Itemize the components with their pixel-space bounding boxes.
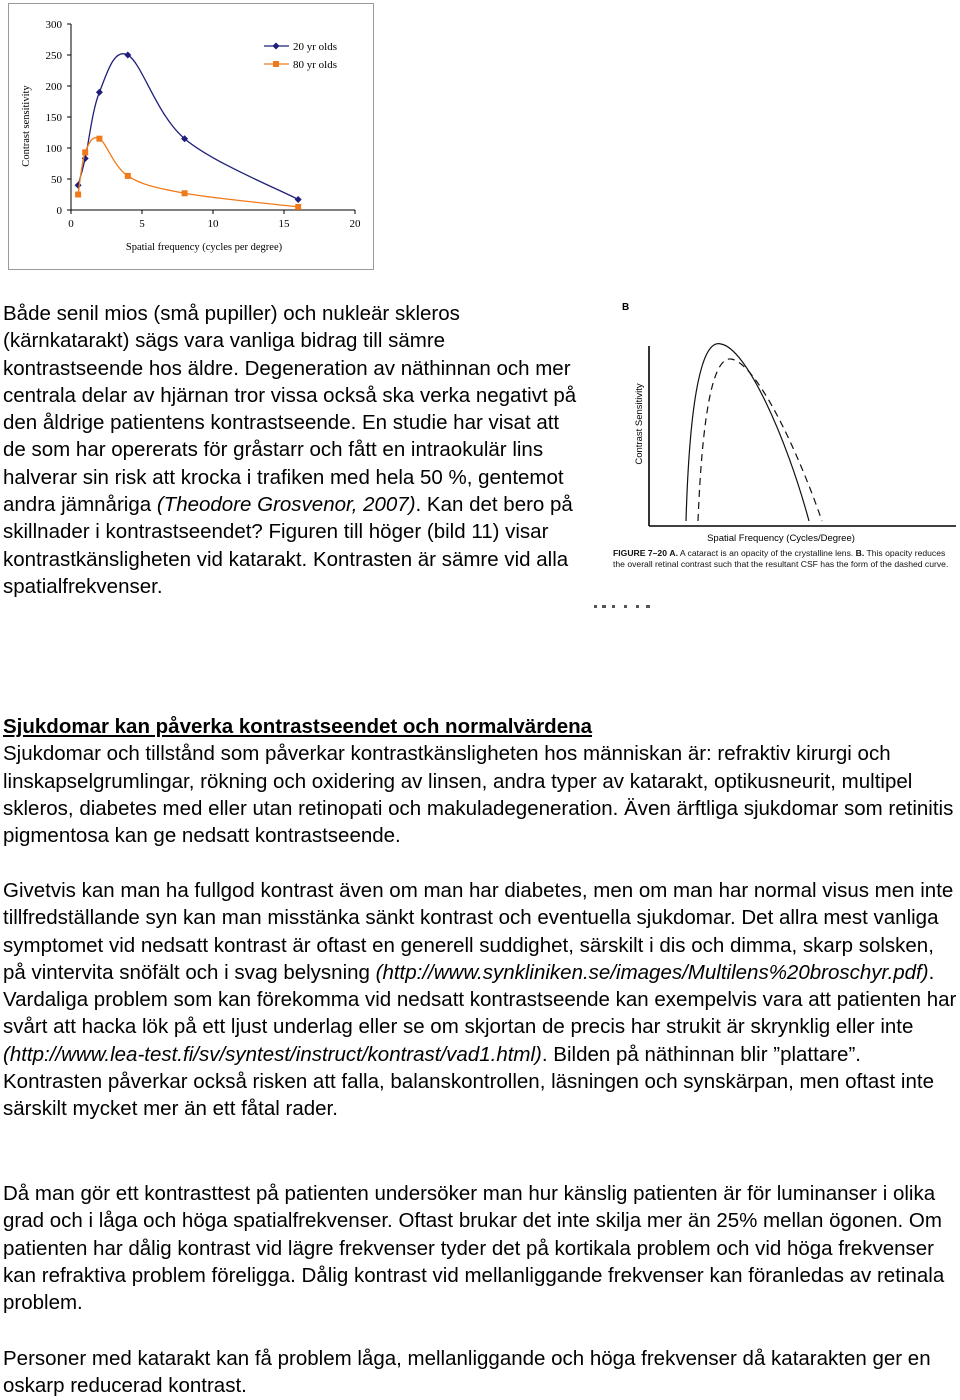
x-tick-label: 15 (278, 218, 290, 230)
data-point-square (82, 149, 88, 155)
paragraph-2-text (3, 877, 958, 1123)
intro-paragraph (3, 300, 583, 600)
cataract-csf-figure (586, 296, 960, 612)
data-point-diamond (75, 182, 82, 189)
cataract-x-label: Spatial Frequency (Cycles/Degree) (707, 533, 855, 544)
intro-reference: (Theodore Grosvenor, 2007) (156, 493, 416, 517)
x-tick-label: 5 (139, 218, 145, 230)
p2-reference-2: (http://www.lea-test.fi/sv/syntest/instruct/kontrast/vad1.html) (3, 1042, 542, 1066)
data-point-square (75, 192, 81, 198)
caption-part-a: A. (669, 548, 678, 558)
x-axis-label: Spatial frequency (cycles per degree) (125, 242, 283, 253)
cataract-figure-canvas (586, 296, 960, 612)
caption-label: FIGURE 7–20 (613, 548, 667, 558)
paragraph-4-text: Personer med katarakt kan få problem låga, mellanliggande och höga frekvenser då katarakten ger en oskarp reducerad kontrast. (3, 1347, 931, 1398)
figure-caption-box (613, 548, 958, 592)
legend-label: 20 yr olds (293, 41, 337, 53)
y-tick-label: 100 (45, 143, 62, 155)
paragraph-3-text: Då man gör ett kontrasttest på patienten undersöker man hur känslig patienten är för luminanser i olika grad och i låga och höga spatialfrekvenser. Oftast brukar det inte skilja mer än 25% mellan ögonen. Om patienten har dålig kontrast vid lägre frekvenser tyder det på kortikala problem och vid höga frekvenser kan refraktiva problem föreligga. Dålig kontrast vid mellanliggande frekvenser kan föranledas av retinala problem. (3, 1182, 945, 1315)
y-tick-label: 250 (45, 50, 62, 62)
legend-marker (273, 61, 279, 67)
x-tick-label: 0 (68, 218, 74, 230)
p2-text-1: Givetvis kan man ha fullgod kontrast även om man har diabetes, men om man har normal visus men inte tillfredställande syn kan man misstänka sänkt kontrast och eventuella sjukdomar. Det allra mest vanliga symptomet vid nedsatt kontrast är oftast en generell suddighet, särskilt i dis och dimma, skarp solsken, på vintervita snöfält och i svag belysning (3, 879, 954, 984)
section-paragraph-3 (3, 1180, 958, 1316)
data-point-square (182, 190, 188, 196)
legend-marker (273, 43, 280, 50)
data-point-square (295, 204, 301, 210)
series-line-2 (78, 138, 298, 207)
section-paragraph-1: Sjukdomar och tillstånd som påverkar kontrastkänsligheten hos människan är: refraktiv kirurgi och linskapselgrumlingar, rökning och oxidering av linsen, andra typer av katarakt, optikusneurit, multipel skleros, diabetes med eller utan retinopati och makuladegeneration. Även ärftliga sjukdomar som retinitis pigmentosa kan ge nedsatt kontrastseende. (3, 742, 954, 848)
data-point-square (125, 173, 131, 179)
x-tick-label: 10 (207, 218, 219, 230)
x-tick-label: 20 (349, 218, 361, 230)
data-point-diamond (295, 196, 302, 203)
legend-label: 80 yr olds (293, 59, 337, 71)
figure-caption (613, 548, 958, 569)
section-paragraph-2 (3, 877, 958, 1123)
chart-canvas (9, 4, 373, 269)
p2-text-3: . Bilden på näthinnan blir ”plattare”. Kontrasten påverkar också risken att falla, balanskontrollen, läsningen och synskärpan, men oftast inte särskilt mycket mer än ett fåtal rader. (3, 1042, 934, 1121)
caption-part-b: B. (855, 548, 865, 558)
chart-series (75, 52, 302, 210)
section-heading-text: Sjukdomar kan påverka kontrastseendet och normalvärdena (3, 715, 593, 738)
disease-section (3, 713, 958, 849)
y-tick-label: 50 (51, 174, 62, 186)
data-point-diamond (96, 89, 103, 96)
intro-text (3, 300, 583, 600)
intro-text-part-1: Både senil mios (små pupiller) och nukleär skleros (kärnkatarakt) sägs vara vanliga bidrag till sämre kontrastseende hos äldre. Degeneration av näthinnan och mer centrala delar av hjärnan tror vissa också ska verka negativt på den åldrige patientens kontrastseende. En studie har visat att de som har opererats för gråstarr och fått en intraokulär lins halverar sin risk att krocka i trafiken med hela 50 %, gentemot andra jämnåriga (3, 302, 577, 517)
series-line-1 (78, 54, 298, 200)
y-tick-label: 300 (45, 19, 62, 31)
contrast-sensitivity-chart (8, 3, 374, 270)
scan-artifact (594, 605, 650, 608)
cataract-csf-curve (698, 359, 822, 521)
caption-text-b: This opacity reduces the overall retinal contrast such that the resultant CSF has the form of the dashed curve. (613, 548, 949, 569)
caption-text-a: A cataract is an opacity of the crystalline lens. (677, 548, 856, 558)
y-tick-label: 150 (45, 112, 62, 124)
section-heading (3, 713, 958, 740)
intro-text-part-2: . Kan det bero på skillnader i kontrastseendet? Figuren till höger (bild 11) visar kontrastkänsligheten vid katarakt. Kontrasten är sämre vid alla spatialfrekvenser. (3, 493, 573, 598)
y-tick-label: 200 (45, 81, 62, 93)
y-axis-label: Contrast sensitivity (21, 85, 32, 167)
section-paragraph-4 (3, 1345, 958, 1400)
chart-legend (264, 41, 337, 71)
data-point-square (96, 136, 102, 142)
p2-reference-1: (http://www.synkliniken.se/images/Multilens%20broschyr.pdf) (375, 960, 929, 984)
cataract-y-label: Contrast Sensitivity (634, 383, 645, 465)
panel-label: B (622, 302, 630, 313)
y-tick-label: 0 (56, 205, 62, 217)
p2-text-2: . Vardaliga problem som kan förekomma vid nedsatt kontrastseende kan exempelvis vara att patienten har svårt att hacka lök på ett ljust underlag eller se om skjortan de precis har strukit är skrynklig eller inte (3, 960, 957, 1039)
